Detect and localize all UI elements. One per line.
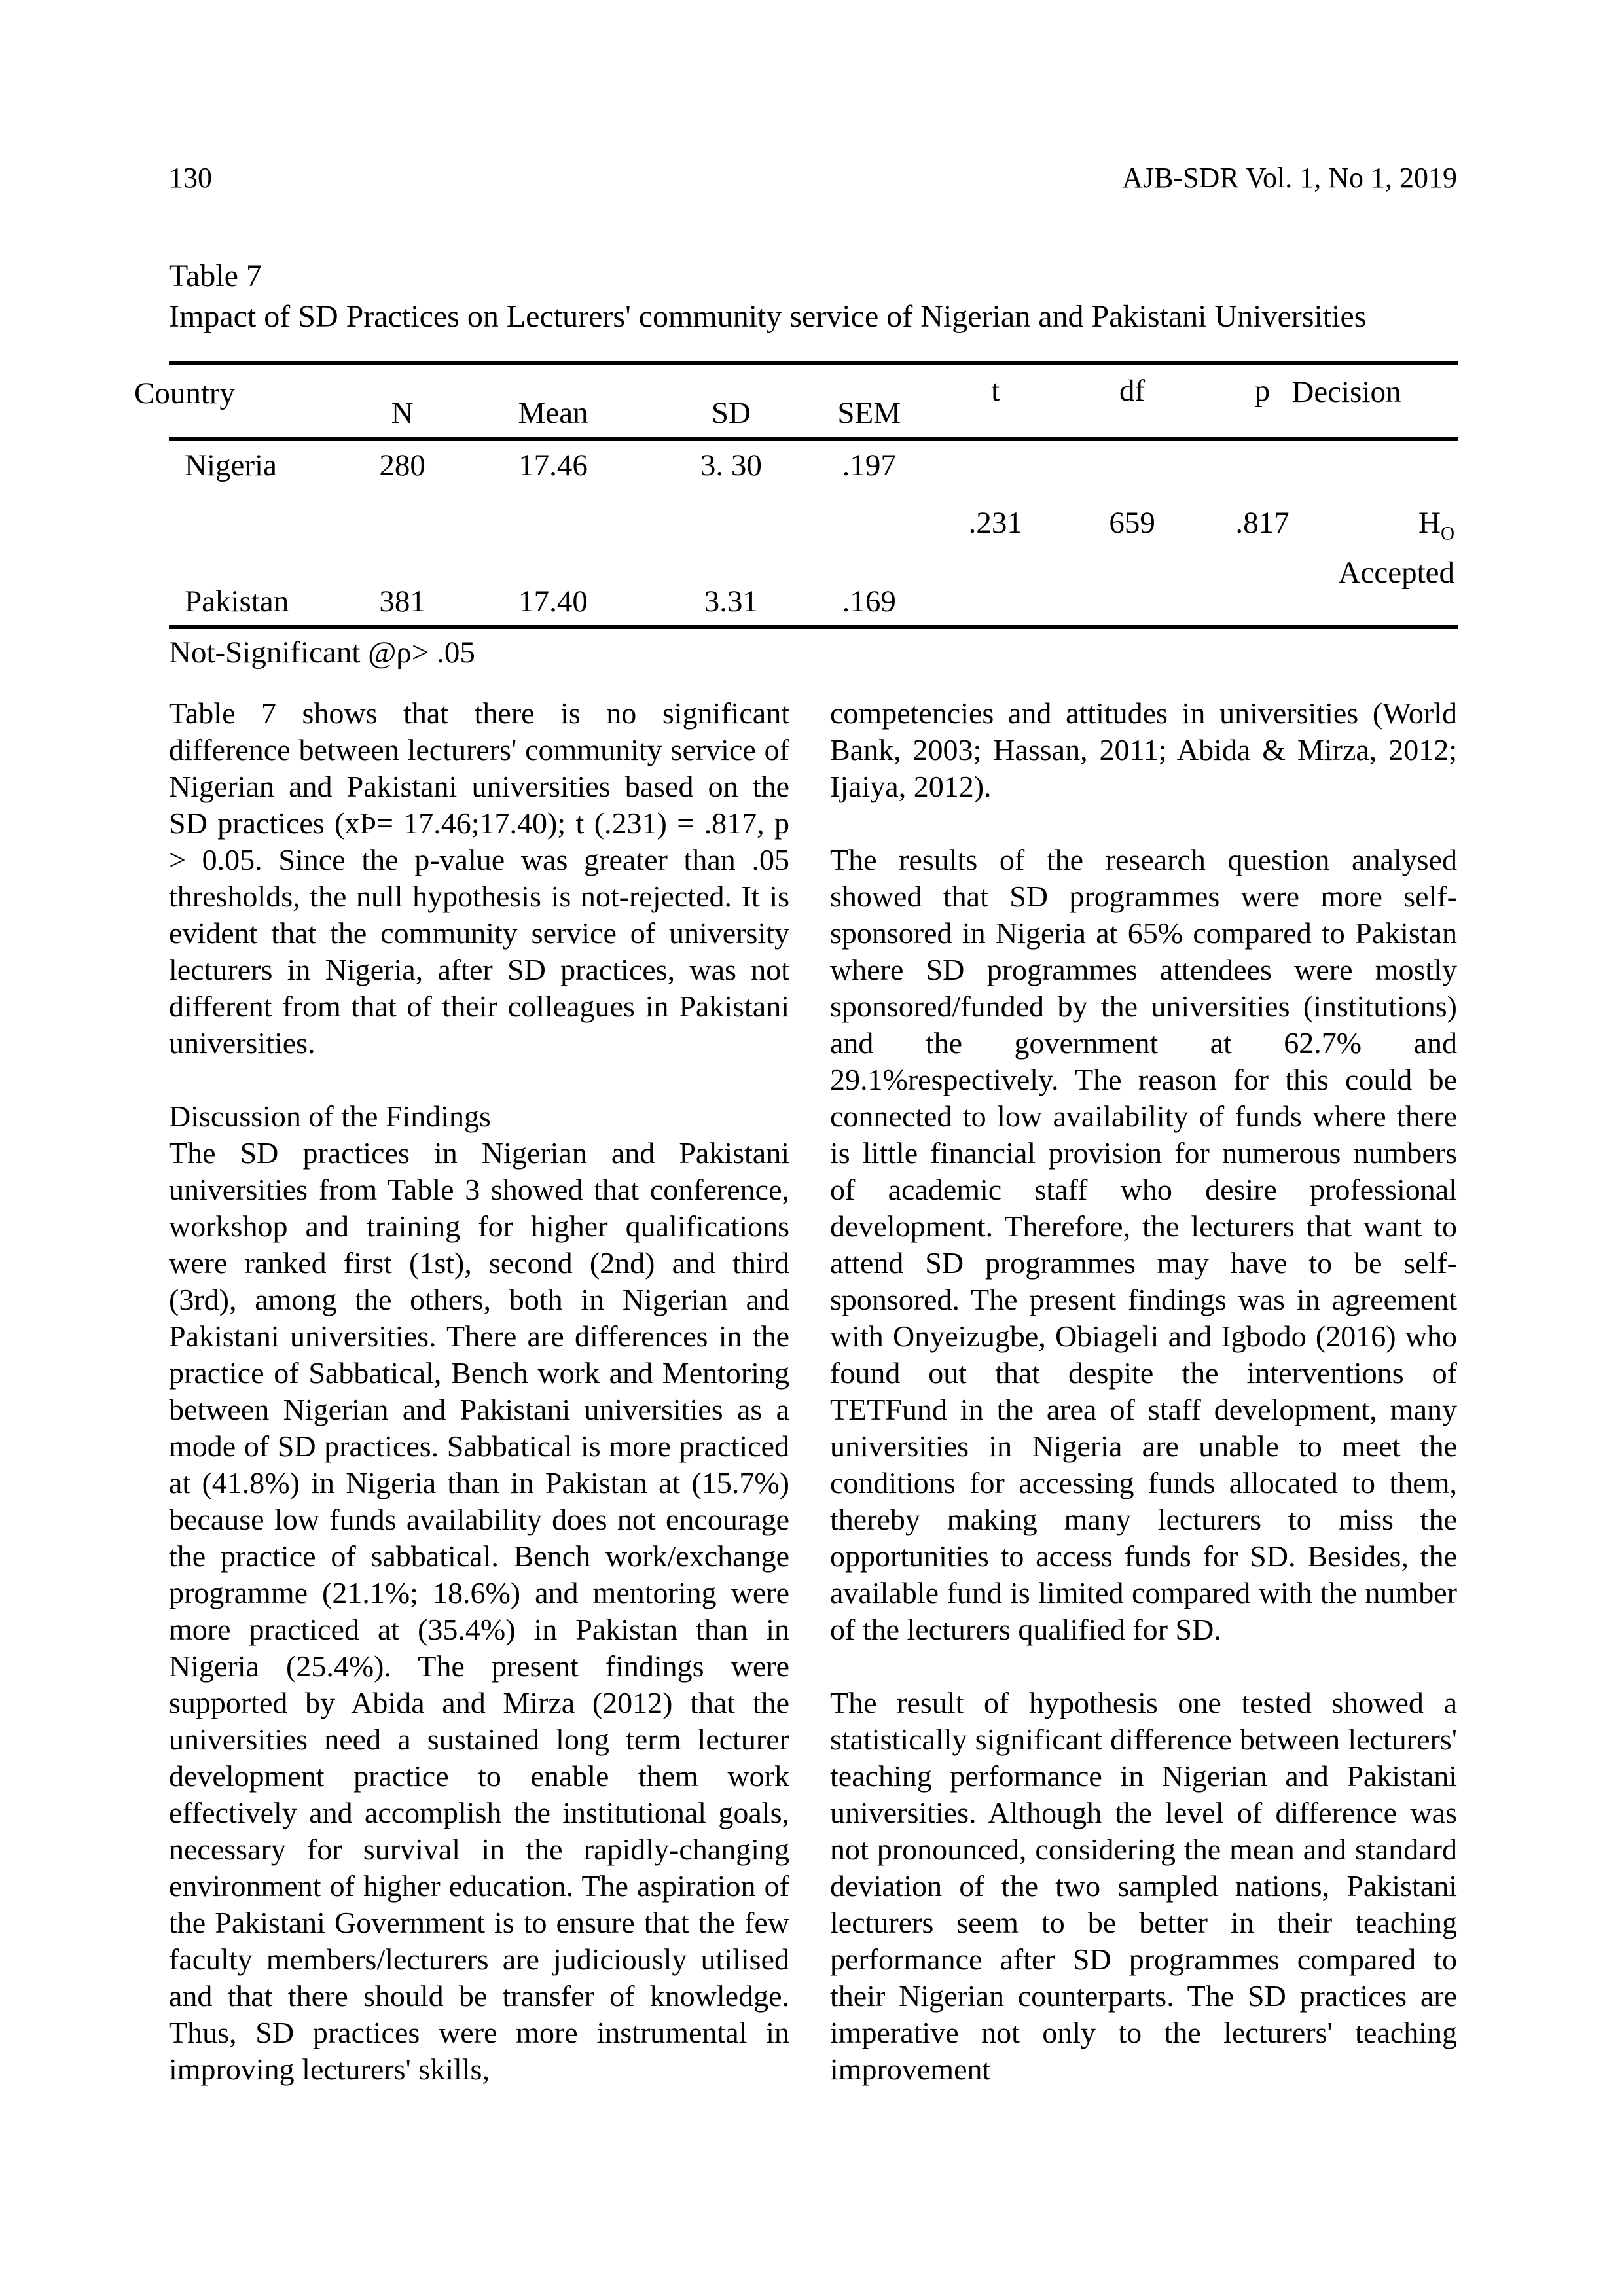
right-column [830,695,1457,2088]
null-hypothesis-symbol: H [1418,506,1441,540]
cell-p-value: .817 [1235,506,1290,540]
table-footnote: Not-Significant @ρ> .05 [169,636,475,670]
col-header-sem: SEM [837,396,901,430]
cell-country-pakistan: Pakistan [185,584,289,619]
col-header-mean: Mean [518,396,588,430]
section-heading: Discussion of the Findings [169,1100,491,1133]
table-header-row [134,365,1458,441]
results-table [134,361,1458,629]
journal-title: AJB-SDR Vol. 1, No 1, 2019 [1122,162,1457,194]
cell-df-value: 659 [1109,506,1155,540]
running-header [169,162,1457,194]
col-header-n: N [391,396,414,430]
body-paragraph: Table 7 shows that there is no significant difference between lecturers' community service of Nigerian and Pakistani universities based on the SD practices (xÞ= 17.46;17.40); t (.231) = .817, p > 0.05. Since the p-value was greater than .05 thresholds, the null hypothesis is not-rejected. It is evident that the community service of university lecturers in Nigeria, after SD practices, was not different from that of their colleagues in Pakistani universities. [169,696,789,1060]
table-caption: Impact of SD Practices on Lecturers' community service of Nigerian and Pakistani Universities [169,299,1367,334]
cell-sem-pakistan: .169 [842,584,896,619]
table-label: Table 7 [169,259,262,293]
col-header-df: df [1119,374,1146,408]
cell-mean-pakistan: 17.40 [518,584,588,619]
cell-sd-nigeria: 3. 30 [700,448,762,482]
col-header-t: t [991,374,1000,408]
table-body [169,441,1458,629]
cell-sem-nigeria: .197 [842,448,896,482]
col-header-decision: Decision [1291,375,1401,409]
cell-n-nigeria: 280 [379,448,425,482]
left-column [169,695,789,2088]
body-paragraph: competencies and attitudes in universities (World Bank, 2003; Hassan, 2011; Abida & Mirza, 2012; Ijaiya, 2012). [830,696,1457,803]
page-number: 130 [169,162,212,194]
cell-decision-symbol [1418,505,1454,545]
body-paragraph: The SD practices in Nigerian and Pakistani universities from Table 3 showed that conference, workshop and training for higher qualifications were ranked first (1st), second (2nd) and third (3rd), among the others, both in Nigerian and Pakistani universities. There are differences in the practice of Sabbatical, Bench work and Mentoring between Nigerian and Pakistani universities as a mode of SD practices. Sabbatical is more practiced at (41.8%) in Nigeria than in Pakistan at (15.7%) because low funds availability does not encourage the practice of sabbatical. Bench work/exchange programme (21.1%; 18.6%) and mentoring were more practiced at (35.4%) in Pakistan than in Nigeria (25.4%). The present findings were supported by Abida and Mirza (2012) that the universities need a sustained long term lecturer development practice to enable them work effectively and accomplish the institutional goals, necessary for survival in the rapidly-changing environment of higher education. The aspiration of the Pakistani Government is to ensure that the few faculty members/lecturers are judiciously utilised and that there should be transfer of knowledge. Thus, SD practices were more instrumental in improving lecturers' skills, [169,1136,789,2086]
cell-n-pakistan: 381 [379,584,425,619]
body-paragraph: The result of hypothesis one tested showed a statistically significant difference between lecturers' teaching performance in Nigerian and Pakistani universities. Although the level of difference was not pronounced, considering the mean and standard deviation of the two sampled nations, Pakistani lecturers seem to be better in their teaching performance after SD programmes compared to their Nigerian counterparts. The SD practices are imperative not only to the lecturers' teaching improvement [830,1686,1457,2086]
cell-decision-word: Accepted [1338,556,1454,590]
null-hypothesis-subscript: O [1440,523,1454,545]
col-header-p: p [1254,374,1271,408]
col-header-sd: SD [711,396,751,430]
cell-country-nigeria: Nigeria [185,448,277,482]
cell-t-value: .231 [968,506,1022,540]
cell-mean-nigeria: 17.46 [518,448,588,482]
body-paragraph: The results of the research question analysed showed that SD programmes were more self-sponsored in Nigeria at 65% compared to Pakistan where SD programmes attendees were mostly sponsored/funded by the universities (institutions) and the government at 62.7% and 29.1%respectively. The reason for this could be connected to low availability of funds where there is little financial provision for numerous numbers of academic staff who desire professional development. Therefore, the lecturers that want to attend SD programmes may have to be self-sponsored. The present findings was in agreement with Onyeizugbe, Obiageli and Igbodo (2016) who found out that despite the interventions of TETFund in the area of staff development, many universities in Nigeria are unable to meet the conditions for accessing funds allocated to them, thereby making many lecturers to miss the opportunities to access funds for SD. Besides, the available fund is limited compared with the number of the lecturers qualified for SD. [830,843,1457,1646]
col-header-country: Country [134,376,236,410]
cell-sd-pakistan: 3.31 [704,584,759,619]
